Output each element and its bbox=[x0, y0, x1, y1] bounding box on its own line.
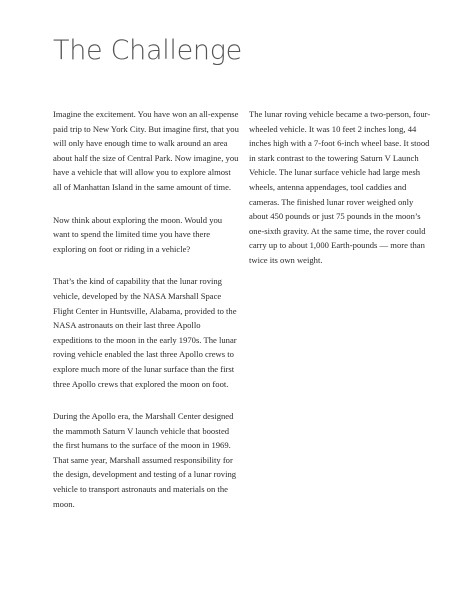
paragraph-capability: That’s the kind of capability that the lunar roving vehicle, developed by the NASA Marshall Space Flight Center in Huntsville, Alabama, provided to the NASA astronauts on their last three Apollo expeditions to the moon in the early 1970s. The lunar roving vehicle enabled the last three Apollo crews to explore much more of the lunar surface than the first three Apollo crews that explored the moon on foot. bbox=[53, 276, 237, 389]
paragraph-apollo-era: During the Apollo era, the Marshall Center designed the mammoth Saturn V launch vehicle that boosted the first humans to the surface of the moon in 1969. That same year, Marshall assumed responsibility for the design, development and testing of a lunar roving vehicle to transport astronauts and materials on the moon. bbox=[53, 411, 237, 509]
right-column bbox=[249, 107, 434, 286]
paragraph-trip: Imagine the excitement. You have won an all-expense paid trip to New York City. But imagine first, that you will only have enough time to walk around an area about half the size of Central Park. Now imagine, you have a vehicle that will allow you to explore almost all of Manhattan Island in the same amount of time. bbox=[53, 109, 239, 192]
left-column bbox=[53, 107, 239, 529]
paragraph-rover-description: The lunar roving vehicle became a two-person, four-wheeled vehicle. It was 10 feet 2 inches long, 44 inches high with a 7-foot 6-inch wheel base. It stood in stark contrast to the towering Saturn V Launch Vehicle. The lunar surface vehicle had large mesh wheels, antenna appendages, tool caddies and cameras. The finished lunar rover weighed only about 450 pounds or just 75 pounds in the moon’s one-sixth gravity. At the same time, the rover could carry up to about 1,000 Earth-pounds — more than twice its own weight. bbox=[249, 109, 431, 265]
page-title: The Challenge bbox=[53, 35, 242, 66]
paragraph-moon: Now think about exploring the moon. Would you want to spend the limited time you have there exploring on foot or riding in a vehicle? bbox=[53, 214, 223, 254]
